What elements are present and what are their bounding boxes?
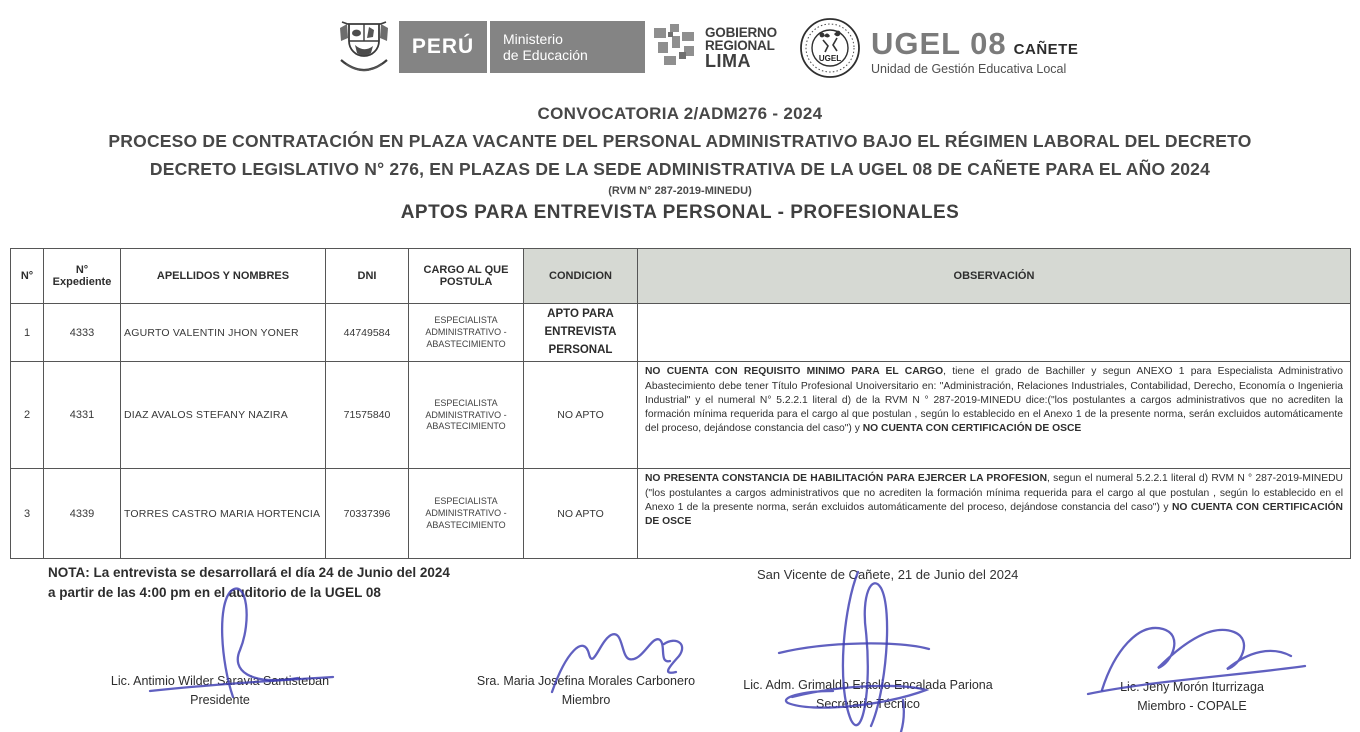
cell-num: 2 [11,362,44,469]
signer-name: Lic. Antimio Wilder Saravia Santisteban [110,674,330,688]
cell-nombres: AGURTO VALENTIN JHON YONER [121,304,326,362]
obs-bold-lead: NO CUENTA CON REQUISITO MINIMO PARA EL CARGO [645,366,944,378]
obs-body: , tiene el grado de Bachiller y segun ANEXO 1 para Especialista Administrativo Abastecimiento debe tener Título Profesional Unoiversitario en: "Administración, Relaciones Industriales, Contabilidad, Derecho, Economía o Ingenieria Industrial" y el numeral N° 5.2.2.1 literal d) de la RVM N ° 287-2019-MINEDU dice:("los postulantes a cargos administrativos que no acrediten la formación mínima requerida para el cargo al que postulan , según lo establecido en el Anexo 1 de la presente norma, serán excluidos automáticamente del proceso, dejándose constancia del caso") y [645,366,1343,435]
proceso-title-line2: DECRETO LEGISLATIVO N° 276, EN PLAZAS DE LA SEDE ADMINISTRATIVA DE LA UGEL 08 DE CAÑETE PARA EL AÑO 2024 [149,159,1211,179]
col-header-observacion: OBSERVACIÓN [638,249,1351,304]
col-header-num: N° [11,249,44,304]
peru-label: PERÚ [411,35,475,58]
gobierno-line2: REGIONAL [705,37,775,53]
ministerio-educacion-logo [490,21,645,73]
proceso-title-line1: PROCESO DE CONTRATACIÓN EN PLAZA VACANTE DEL PERSONAL ADMINISTRATIVO BAJO EL RÉGIMEN LABORAL DEL DECRETO [108,131,1252,151]
ministerio-line1: Ministerio [503,30,563,47]
results-table-wrap [10,248,1351,559]
nota-line1: NOTA: La entrevista se desarrollará el día 24 de Junio del 2024 [48,565,450,580]
cell-cargo: ESPECIALISTA ADMINISTRATIVO - ABASTECIMIENTO [409,469,524,559]
cell-cargo: ESPECIALISTA ADMINISTRATIVO - ABASTECIMIENTO [409,362,524,469]
ugel-city: CAÑETE [1013,40,1079,58]
place-and-date: San Vicente de Cañete, 21 de Junio del 2024 [757,567,1019,582]
cell-num: 1 [11,304,44,362]
cell-condicion: APTO PARA ENTREVISTA PERSONAL [524,304,638,362]
cell-condicion: NO APTO [524,469,638,559]
signer-name: Lic. Adm. Grimaldo Eraclio Encalada Pariona [743,678,993,692]
cell-dni: 70337396 [326,469,409,559]
gobierno-regional-lima-logo [652,22,777,75]
cell-dni: 44749584 [326,304,409,362]
header-logos [0,0,1360,100]
obs-body: , segun el numeral 5.2.2.1 literal d) RVM N ° 287-2019-MINEDU ("los postulantes a cargos administrativos que no acrediten la formación mínima requerida para el cargo al que postulan , según lo establecido en el Anexo 1 de la presente norma, serán excluidos automáticamente del proceso, dejándose constancia del caso") y [645,473,1343,513]
ugel-name: UGEL 08 [871,25,1007,61]
cell-num: 3 [11,469,44,559]
cell-observacion [638,304,1351,362]
signer-name: Lic. Jeny Morón Iturrizaga [1120,680,1264,694]
obs-bold-lead: NO PRESENTA CONSTANCIA DE HABILITACIÓN PARA EJERCER LA PROFESION [645,473,1048,485]
table-row [11,304,1351,362]
signer-role: Miembro - COPALE [1137,699,1247,714]
rvm-reference: (RVM N° 287-2019-MINEDU) [608,185,752,197]
obs-bold-tail: NO CUENTA CON CERTIFICACIÓN DE OSCE [862,423,1082,435]
peru-wordmark [399,21,487,73]
table-row [11,469,1351,559]
cell-nombres: DIAZ AVALOS STEFANY NAZIRA [121,362,326,469]
cell-cargo: ESPECIALISTA ADMINISTRATIVO - ABASTECIMIENTO [409,304,524,362]
ugel-caption: Unidad de Gestión Educativa Local [871,61,1067,76]
col-header-expediente: N° Expediente [44,249,121,304]
signer-role: Miembro [561,693,611,708]
signature-block-secretario [740,676,996,715]
gobierno-line1: GOBIERNO [705,25,777,41]
signer-role: Presidente [190,693,250,708]
cell-condicion: NO APTO [524,362,638,469]
signer-role: Secretario Técnico [816,697,920,712]
nota-block [48,563,450,604]
table-header-row [11,249,1351,304]
cell-expediente: 4339 [44,469,121,559]
cell-observacion [638,469,1351,559]
ugel-seal-icon [798,16,862,85]
convocatoria-title: CONVOCATORIA 2/ADM276 - 2024 [537,104,823,123]
document-titles [0,104,1360,224]
page-title: APTOS PARA ENTREVISTA PERSONAL - PROFESIONALES [400,202,960,223]
peru-coat-of-arms-icon [336,14,392,85]
col-header-cargo: CARGO AL QUE POSTULA [409,249,524,304]
cell-observacion [638,362,1351,469]
signature-block-presidente [90,672,350,711]
ugel-08-logo [798,16,1078,85]
signer-name: Sra. Maria Josefina Morales Carbonero [476,674,696,688]
nota-line2: a partir de las 4:00 pm en el auditorio de la UGEL 08 [48,585,381,601]
signature-block-miembro [466,672,706,711]
ugel-seal-text: UGEL [818,54,842,63]
table-row [11,362,1351,469]
col-header-condicion: CONDICION [524,249,638,304]
ministerio-line2: de Educación [503,47,588,63]
col-header-dni: DNI [326,249,409,304]
obs-bold-tail: NO CUENTA CON CERTIFICACIÓN DE OSCE [645,501,1343,528]
cell-expediente: 4331 [44,362,121,469]
signature-block-copale [1083,678,1301,717]
col-header-nombres: APELLIDOS Y NOMBRES [121,249,326,304]
cell-expediente: 4333 [44,304,121,362]
cell-nombres: TORRES CASTRO MARIA HORTENCIA [121,469,326,559]
gobierno-mosaic-icon [652,22,698,75]
gobierno-line3: LIMA [705,50,751,71]
cell-dni: 71575840 [326,362,409,469]
results-table [10,248,1351,559]
